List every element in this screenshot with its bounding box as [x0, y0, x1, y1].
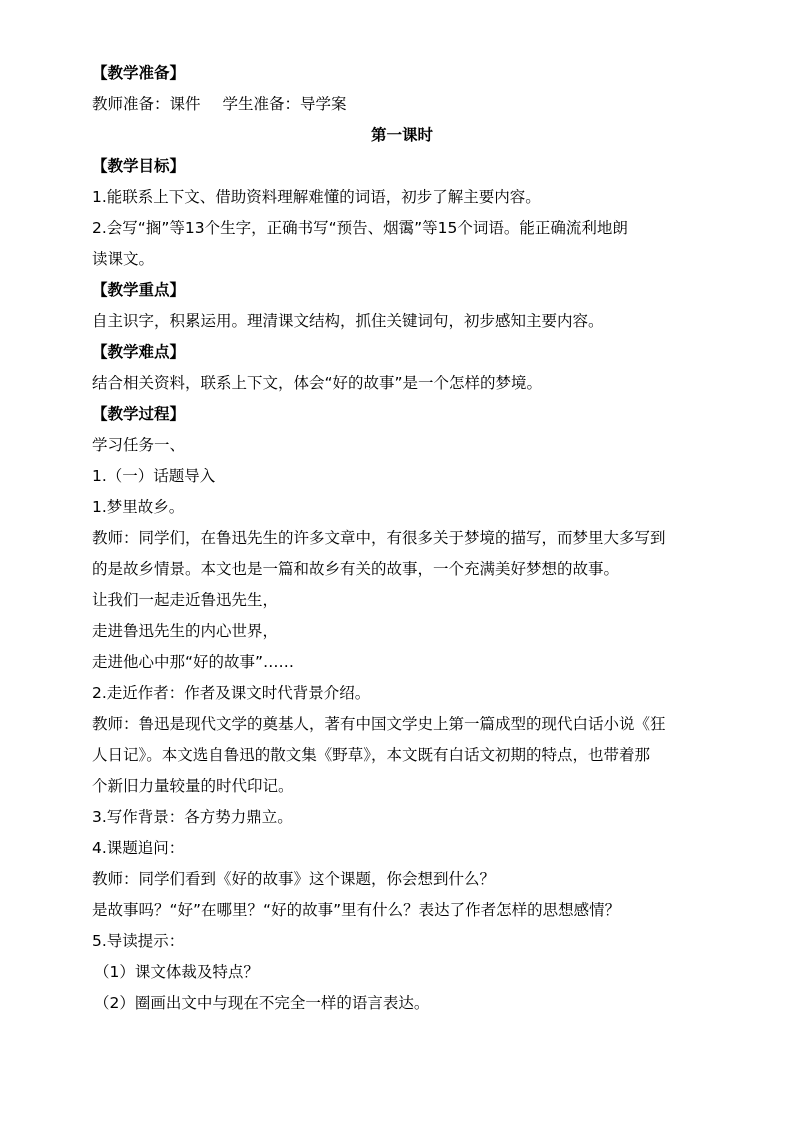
teacher-intro-line-1: 教师：同学们，在鲁迅先生的许多文章中，有很多关于梦境的描写，而梦里大多写到: [92, 529, 666, 547]
title-question-followup: 是故事吗？“好”在哪里？“好的故事”里有什么？表达了作者怎样的思想感情？: [92, 901, 621, 919]
objective-2-part-1: 2.会写“搁”等13个生字，正确书写“预告、烟霭”等15个词语。能正确流利地朗: [92, 219, 628, 237]
lesson-title: 第一课时: [370, 126, 433, 144]
title-question-heading: 4.课题追问：: [92, 839, 185, 857]
author-introduction-heading: 2.走近作者：作者及课文时代背景介绍。: [92, 684, 371, 702]
document-content: [92, 58, 712, 1019]
section-heading-process: 【教学过程】: [92, 405, 186, 423]
writing-background: 3.写作背景：各方势力鼎立。: [92, 808, 293, 826]
lead-in-line-2: 走进鲁迅先生的内心世界，: [92, 622, 279, 640]
objective-1: 1.能联系上下文、借助资料理解难懂的词语，初步了解主要内容。: [92, 188, 541, 206]
lead-in-line-3: 走进他心中那“好的故事”……: [92, 653, 295, 671]
learning-task-label: 学习任务一、: [92, 436, 186, 454]
preparation-line: [92, 89, 712, 120]
difficulty-text: 结合相关资料，联系上下文，体会“好的故事”是一个怎样的梦境。: [92, 374, 543, 392]
section-heading-objectives: 【教学目标】: [92, 157, 186, 175]
author-intro-line-3: 个新旧力量较量的时代印记。: [92, 777, 294, 795]
teacher-intro-line-2: 的是故乡情景。本文也是一篇和故乡有关的故事，一个充满美好梦想的故事。: [92, 560, 620, 578]
lead-in-line-1: 让我们一起走近鲁迅先生，: [92, 591, 279, 609]
topic-introduction-heading: 1.（一）话题导入: [92, 467, 216, 485]
title-question-teacher: 教师：同学们看到《好的故事》这个课题，你会想到什么？: [92, 870, 496, 888]
section-heading-key-points: 【教学重点】: [92, 281, 186, 299]
reading-guide-item-2: （2）圈画出文中与现在不完全一样的语言表达。: [94, 994, 430, 1012]
section-heading-difficulty: 【教学难点】: [92, 343, 186, 361]
key-points-text: 自主识字，积累运用。理清课文结构，抓住关键词句，初步感知主要内容。: [92, 312, 604, 330]
teacher-preparation: 教师准备：课件: [92, 95, 201, 113]
reading-guide-heading: 5.导读提示：: [92, 932, 185, 950]
section-heading-preparation: 【教学准备】: [92, 64, 186, 82]
dream-hometown-heading: 1.梦里故乡。: [92, 498, 185, 516]
author-intro-line-2: 人日记》。本文选自鲁迅的散文集《野草》，本文既有白话文初期的特点，也带着那: [92, 746, 651, 764]
objective-2-part-2: 读课文。: [92, 250, 155, 268]
author-intro-line-1: 教师：鲁迅是现代文学的奠基人，著有中国文学史上第一篇成型的现代白话小说《狂: [92, 715, 666, 733]
student-preparation: 学生准备：导学案: [222, 95, 347, 113]
reading-guide-item-1: （1）课文体裁及特点？: [94, 963, 259, 981]
